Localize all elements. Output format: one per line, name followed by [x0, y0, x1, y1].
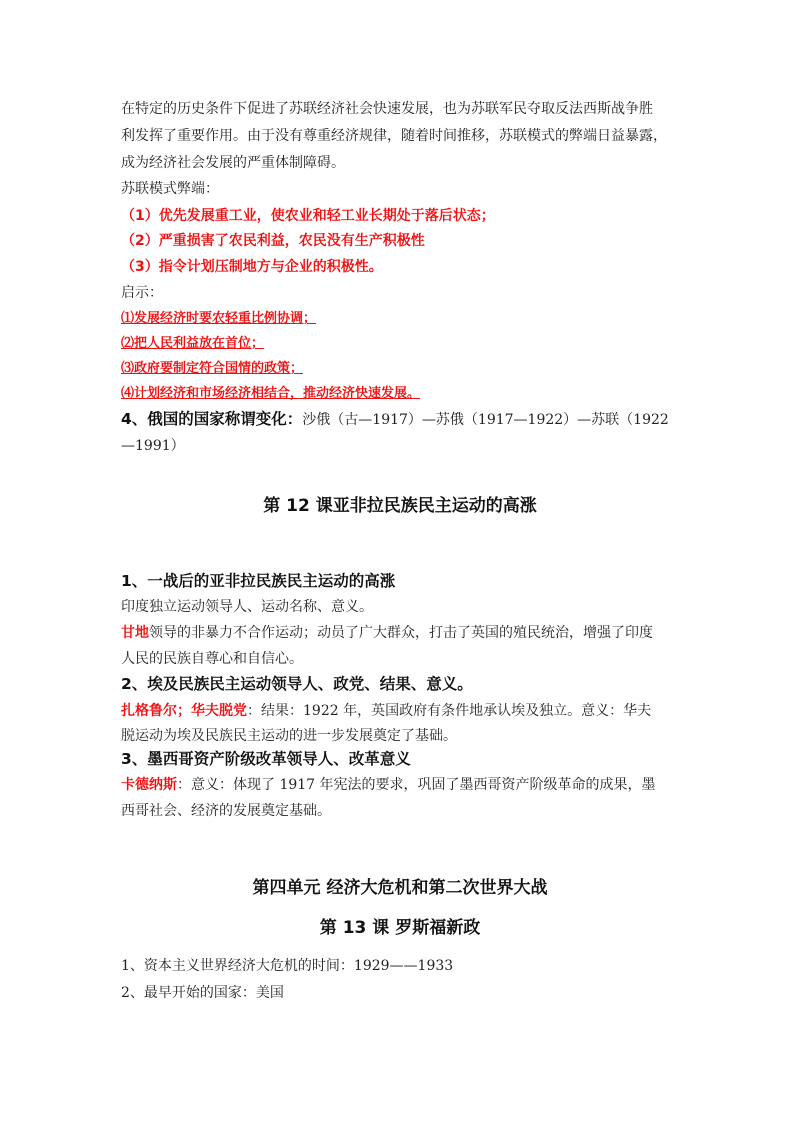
lesson12-heading-1: 1、一战后的亚非拉民族民主运动的高涨	[121, 572, 396, 590]
gandhi-name: 甘地	[121, 625, 149, 641]
insight-item: ⑷计划经济和市场经济相结合，推动经济快速发展。	[121, 386, 421, 401]
paragraph-line: 利发挥了重要作用。由于没有尊重经济规律，随着时间推移，苏联模式的弊端日益暴露，	[121, 128, 667, 144]
drawbacks-label: 苏联模式弊端：	[121, 181, 219, 197]
mexico-cont: 西哥社会、经济的发展奠定基础。	[121, 803, 331, 819]
gandhi-cont: 人民的民族自尊心和自信心。	[121, 651, 303, 667]
egypt-text: ：结果：1922 年，英国政府有条件地承认埃及独立。意义：华夫	[247, 703, 652, 719]
lesson12-heading-3: 3、墨西哥资产阶级改革领导人、改革意义	[121, 750, 411, 768]
unit4-title: 第四单元 经济大危机和第二次世界大战	[252, 878, 548, 898]
mexico-text: ：意义：体现了 1917 年宪法的要求，巩固了墨西哥资产阶级革命的成果，墨	[177, 777, 656, 793]
insight-item: ⑴发展经济时要农轻重比例协调；	[121, 311, 317, 326]
paragraph-line: 在特定的历史条件下促进了苏联经济社会快速发展，也为苏联军民夺取反法西斯战争胜	[121, 101, 653, 117]
insight-item: ⑵把人民利益放在首位；	[121, 336, 265, 351]
drawback-item: （1）优先发展重工业，使农业和轻工业长期处于落后状态；	[121, 208, 495, 224]
point4-heading: 4、俄国的国家称谓变化：	[121, 410, 303, 428]
drawback-item: （2）严重损害了农民利益，农民没有生产积极性	[121, 233, 425, 249]
paragraph-line: 成为经济社会发展的严重体制障碍。	[121, 155, 345, 171]
egypt-names: 扎格鲁尔；华夫脱党	[121, 703, 247, 719]
point4-cont: —1991）	[121, 438, 185, 454]
egypt-line	[121, 701, 651, 721]
lesson13-line: 1、资本主义世界经济大危机的时间：1929——1933	[121, 958, 454, 974]
lesson12-title: 第 12 课亚非拉民族民主运动的高涨	[263, 496, 537, 516]
insight-item: ⑶政府要制定符合国情的政策；	[121, 361, 304, 376]
drawback-item: （3）指令计划压制地方与企业的积极性。	[121, 259, 383, 275]
insight-label: 启示：	[121, 285, 163, 301]
egypt-cont: 脱运动为埃及民族民主运动的进一步发展奠定了基础。	[121, 728, 457, 744]
gandhi-text: 领导的非暴力不合作运动；动员了广大群众，打击了英国的殖民统治，增强了印度	[149, 625, 653, 641]
mexico-name: 卡德纳斯	[121, 777, 177, 793]
mexico-line	[121, 775, 656, 795]
lesson12-line: 印度独立运动领导人、运动名称、意义。	[121, 599, 373, 615]
gandhi-line	[121, 623, 653, 643]
lesson12-heading-2: 2、埃及民族民主运动领导人、政党、结果、意义。	[121, 675, 473, 693]
lesson13-title: 第 13 课 罗斯福新政	[319, 918, 481, 938]
point4-text: 沙俄（古—1917）—苏俄（1917—1922）—苏联（1922	[302, 412, 669, 428]
lesson13-line: 2、最早开始的国家：美国	[121, 985, 284, 1001]
point4-line	[121, 409, 669, 430]
